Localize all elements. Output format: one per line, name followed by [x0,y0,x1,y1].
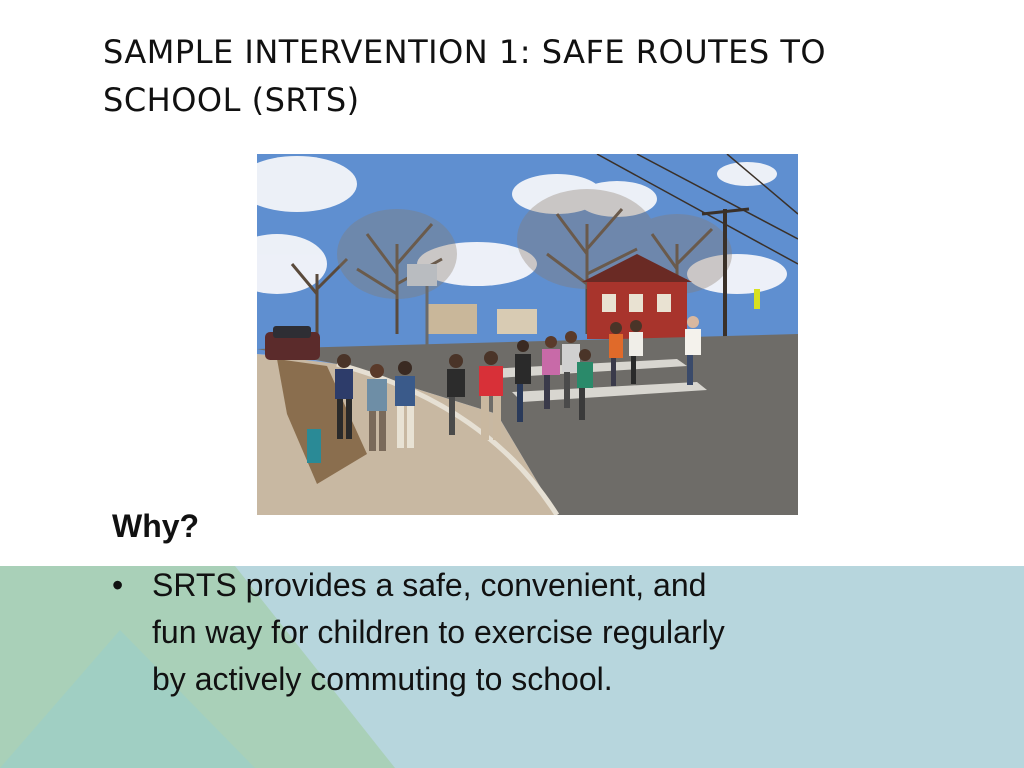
bullet-list [112,562,902,703]
bullet-text-line-2: fun way for children to exercise regularly [152,614,725,650]
slide-title-line-2: SCHOOL (SRTS) [103,81,360,119]
school-crossing-photo [257,154,798,515]
bullet-marker: • [112,567,124,603]
section-heading-why: Why? [112,508,200,544]
bullet-text-line-1: SRTS provides a safe, convenient, and [152,567,707,603]
slide-title-line-1: SAMPLE INTERVENTION 1: SAFE ROUTES TO [103,33,827,71]
photo-distant-house [427,304,477,334]
slide-title [103,28,923,124]
photo-distant-house [497,309,537,334]
bullet-item [112,562,902,703]
bullet-text-line-3: by actively commuting to school. [152,661,613,697]
photo-illustration [257,154,798,515]
photo-school-sign [754,289,760,309]
